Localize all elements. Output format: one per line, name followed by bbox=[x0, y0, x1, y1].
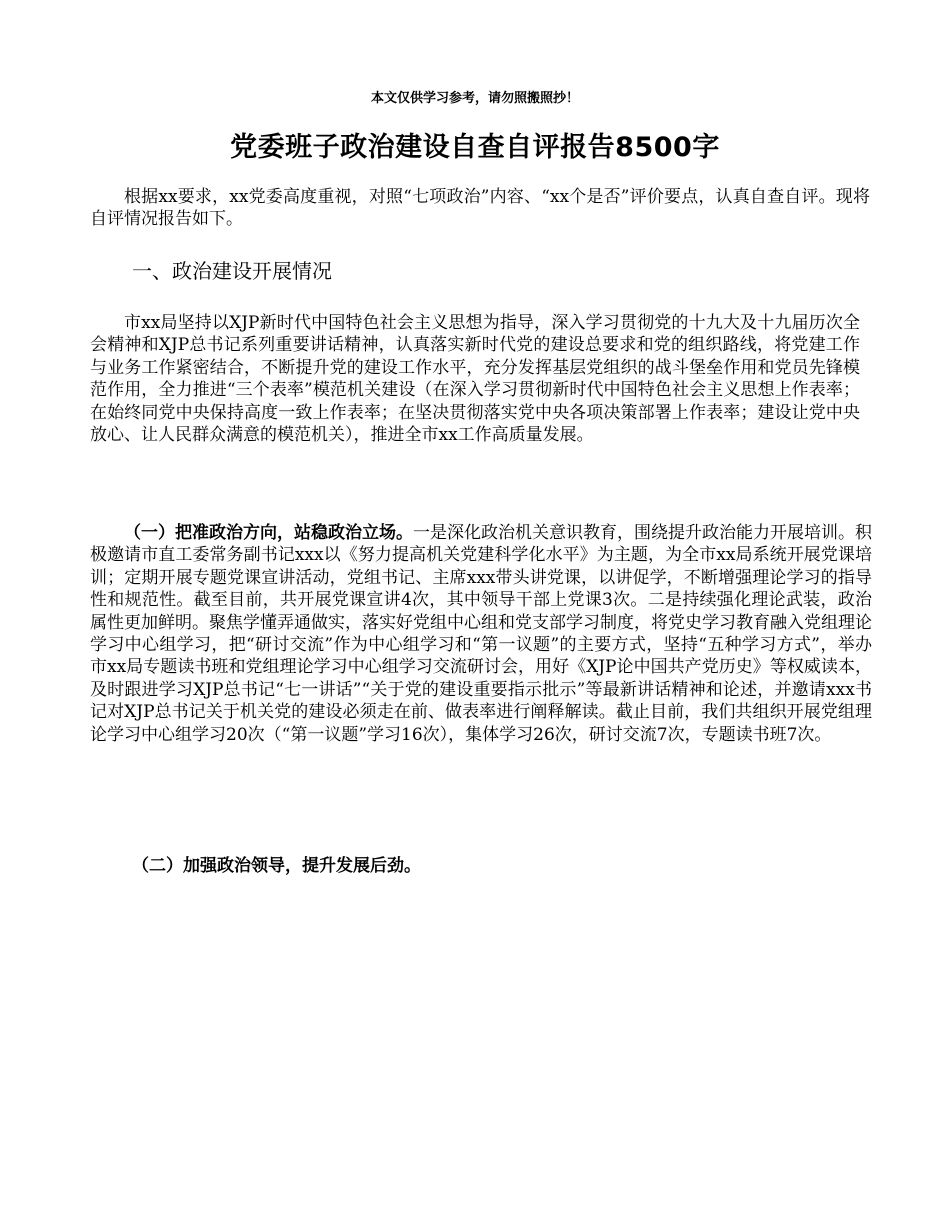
section-heading-1: 一、政治建设开展情况 bbox=[132, 259, 332, 283]
subsection-1-heading: （一）把准政治方向，站稳政治立场。 bbox=[124, 523, 413, 543]
subsection-1-text: 一是深化政治机关意识教育，围绕提升政治能力开展培训。积极邀请市直工委常务副书记xxx以《努力提高机关党建科学化水平》为主题，为全市xx局系统开展党课培训；定期开展专题党课宣讲活动，党组书记、主席xxx带头讲党课，以讲促学，不断增强理论学习的指导性和规范性。截至目前，共开展党课宣讲4次，其中领导干部上党课3次。二是持续强化理论武装，政治属性更加鲜明。聚焦学懂弄通做实，落实好党组中心组和党支部学习制度，将党史学习教育融入党组理论学习中心组学习，把“研讨交流”作为中心组学习和“第一议题”的主要方式，坚持“五种学习方式”，举办市xx局专题读书班和党组理论学习中心组学习交流研讨会，用好《XJP论中国共产党历史》等权威读本，及时跟进学习XJP总书记“七一讲话”“关于党的建设重要指示批示”等最新讲话精神和论述，并邀请xxx书记对XJP总书记关于机关党的建设必须走在前、做表率进行阐释解读。截止目前，我们共组织开展党组理论学习中心组学习20次（“第一议题”学习16次），集体学习26次，研讨交流7次，专题读书班7次。 bbox=[90, 523, 872, 745]
section-1-paragraph: 市xx局坚持以XJP新时代中国特色社会主义思想为指导，深入学习贯彻党的十九大及十九届历次全会精神和XJP总书记系列重要讲话精神，认真落实新时代党的建设总要求和党的组织路线，将党建工作与业务工作紧密结合，不断提升党的建设工作水平，充分发挥基层党组织的战斗堡垒作用和党员先锋模范作用，全力推进“三个表率”模范机关建设（在深入学习贯彻新时代中国特色社会主义思想上作表率；在始终同党中央保持高度一致上作表率；在坚决贯彻落实党中央各项决策部署上作表率；建设让党中央放心、让人民群众满意的模范机关），推进全市xx工作高质量发展。 bbox=[90, 313, 860, 446]
document-title: 党委班子政治建设自查自评报告8500字 bbox=[230, 132, 720, 163]
disclaimer-header: 本文仅供学习参考，请勿照搬照抄！ bbox=[370, 91, 579, 106]
subsection-2-heading: （二）加强政治领导，提升发展后劲。 bbox=[132, 856, 421, 876]
intro-paragraph: 根据xx要求，xx党委高度重视，对照“七项政治”内容、“xx个是否”评价要点，认真自查自评。现将自评情况报告如下。 bbox=[90, 187, 870, 230]
subsection-1-paragraph bbox=[90, 522, 872, 746]
